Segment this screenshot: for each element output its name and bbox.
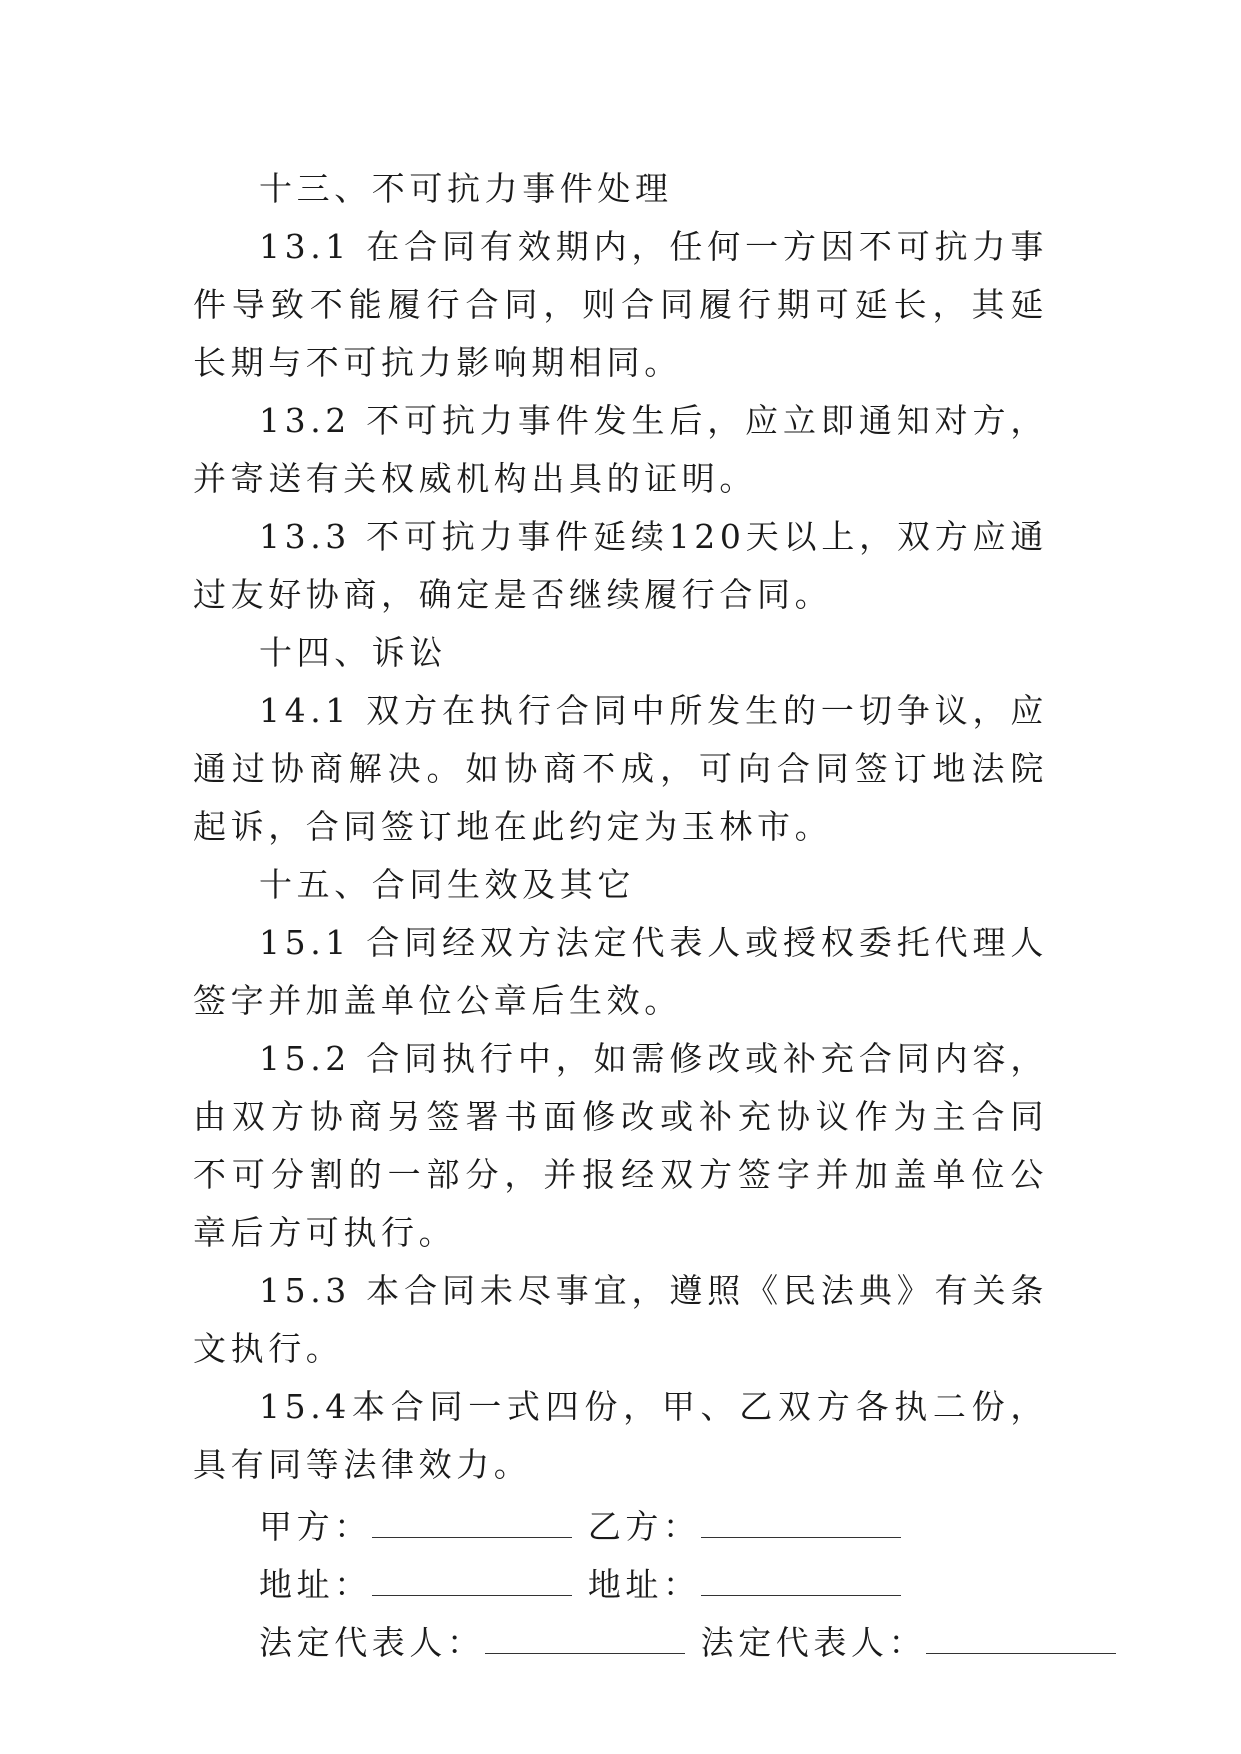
signature-row-party: [193, 1498, 1048, 1556]
clause-13-1: 13.1 在合同有效期内，任何一方因不可抗力事件导致不能履行合同，则合同履行期可延长，其延长期与不可抗力影响期相同。: [193, 227, 1048, 382]
signature-row-representative: [193, 1614, 1048, 1672]
party-a-blank[interactable]: [372, 1515, 572, 1538]
contract-body: [193, 160, 1048, 1672]
address-b-blank[interactable]: [701, 1573, 901, 1596]
rep-a-blank[interactable]: [485, 1631, 685, 1654]
clause-14-1: 14.1 双方在执行合同中所发生的一切争议，应通过协商解决。如协商不成，可向合同签订地法院起诉，合同签订地在此约定为玉林市。: [193, 691, 1048, 846]
rep-b-blank[interactable]: [926, 1631, 1116, 1654]
party-b-blank[interactable]: [701, 1515, 901, 1538]
clause-15-3: 15.3 本合同未尽事宜，遵照《民法典》有关条文执行。: [193, 1271, 1048, 1368]
address-a-blank[interactable]: [372, 1573, 572, 1596]
address-a-label: 地址：: [259, 1565, 372, 1604]
signature-block: [193, 1498, 1048, 1672]
section-heading-14: 十四、诉讼: [259, 633, 447, 672]
clause-15-2: 15.2 合同执行中，如需修改或补充合同内容，由双方协商另签署书面修改或补充协议作为主合同不可分割的一部分，并报经双方签字并加盖单位公章后方可执行。: [193, 1039, 1048, 1252]
rep-b-label: 法定代表人：: [700, 1623, 927, 1662]
clause-15-4: 15.4本合同一式四份，甲、乙双方各执二份，具有同等法律效力。: [193, 1387, 1048, 1484]
clause-13-2: 13.2 不可抗力事件发生后，应立即通知对方，并寄送有关权威机构出具的证明。: [193, 401, 1048, 498]
address-b-label: 地址：: [587, 1565, 701, 1604]
clause-13-3: 13.3 不可抗力事件延续120天以上，双方应通过友好协商，确定是否继续履行合同。: [193, 517, 1048, 614]
section-heading-15: 十五、合同生效及其它: [259, 865, 635, 904]
party-b-label: 乙方：: [587, 1507, 701, 1546]
clause-15-1: 15.1 合同经双方法定代表人或授权委托代理人签字并加盖单位公章后生效。: [193, 923, 1048, 1020]
rep-a-label: 法定代表人：: [259, 1623, 485, 1662]
party-a-label: 甲方：: [259, 1507, 372, 1546]
signature-row-address: [193, 1556, 1048, 1614]
section-heading-13: 十三、不可抗力事件处理: [259, 169, 673, 208]
